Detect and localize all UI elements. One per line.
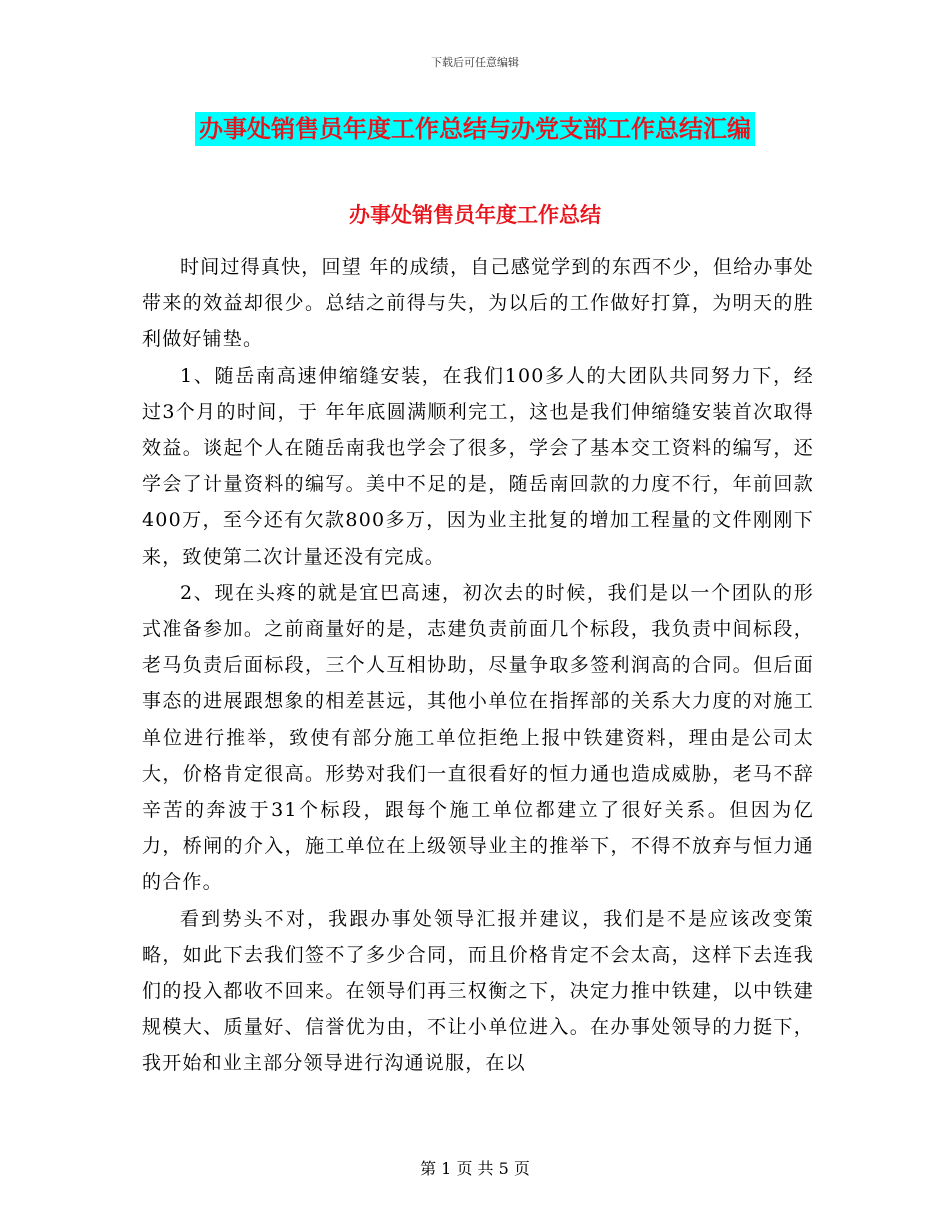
- document-body: [142, 249, 814, 1082]
- body-paragraph: 时间过得真快，回望 年的成绩，自己感觉学到的东西不少，但给办事处带来的效益却很少。总结之前得与失，为以后的工作做好打算，为明天的胜利做好铺垫。: [142, 256, 814, 351]
- document-title-container: [0, 112, 950, 146]
- page-number-footer: 第 1 页 共 5 页: [420, 1159, 530, 1178]
- page-header-note: 下载后可任意编辑: [431, 56, 519, 69]
- document-title: 办事处销售员年度工作总结与办党支部工作总结汇编: [195, 112, 755, 146]
- body-paragraph: 1、随岳南高速伸缩缝安装，在我们100多人的大团队共同努力下，经过3个月的时间，于 年年底圆满顺利完工，这也是我们伸缩缝安装首次取得效益。谈起个人在随岳南我也学会了很多，学会了基本交工资料的编写，还学会了计量资料的编写。美中不足的是，随岳南回款的力度不行，年前回款400万，至今还有欠款800多万，因为业主批复的增加工程量的文件刚刚下来，致使第二次计量还没有完成。: [142, 364, 814, 568]
- body-paragraph: 看到势头不对，我跟办事处领导汇报并建议，我们是不是应该改变策略，如此下去我们签不了多少合同，而且价格肯定不会太高，这样下去连我们的投入都收不回来。在领导们再三权衡之下，决定力推中铁建，以中铁建规模大、质量好、信誉优为由，不让小单位进入。在办事处领导的力挺下，我开始和业主部分领导进行沟通说服，在以: [142, 907, 814, 1075]
- section-title: 办事处销售员年度工作总结: [349, 203, 601, 227]
- body-paragraph: 2、现在头疼的就是宜巴高速，初次去的时候，我们是以一个团队的形式准备参加。之前商量好的是，志建负责前面几个标段，我负责中间标段，老马负责后面标段，三个人互相协助，尽量争取多签利润高的合同。但后面事态的进展跟想象的相差甚远，其他小单位在指挥部的关系大力度的对施工单位进行推举，致使有部分施工单位拒绝上报中铁建资料，理由是公司太大，价格肯定很高。形势对我们一直很看好的恒力通也造成威胁，老马不辞辛苦的奔波于31个标段，跟每个施工单位都建立了很好关系。但因为亿力，桥闸的介入，施工单位在上级领导业主的推举下，不得不放弃与恒力通的合作。: [142, 581, 814, 894]
